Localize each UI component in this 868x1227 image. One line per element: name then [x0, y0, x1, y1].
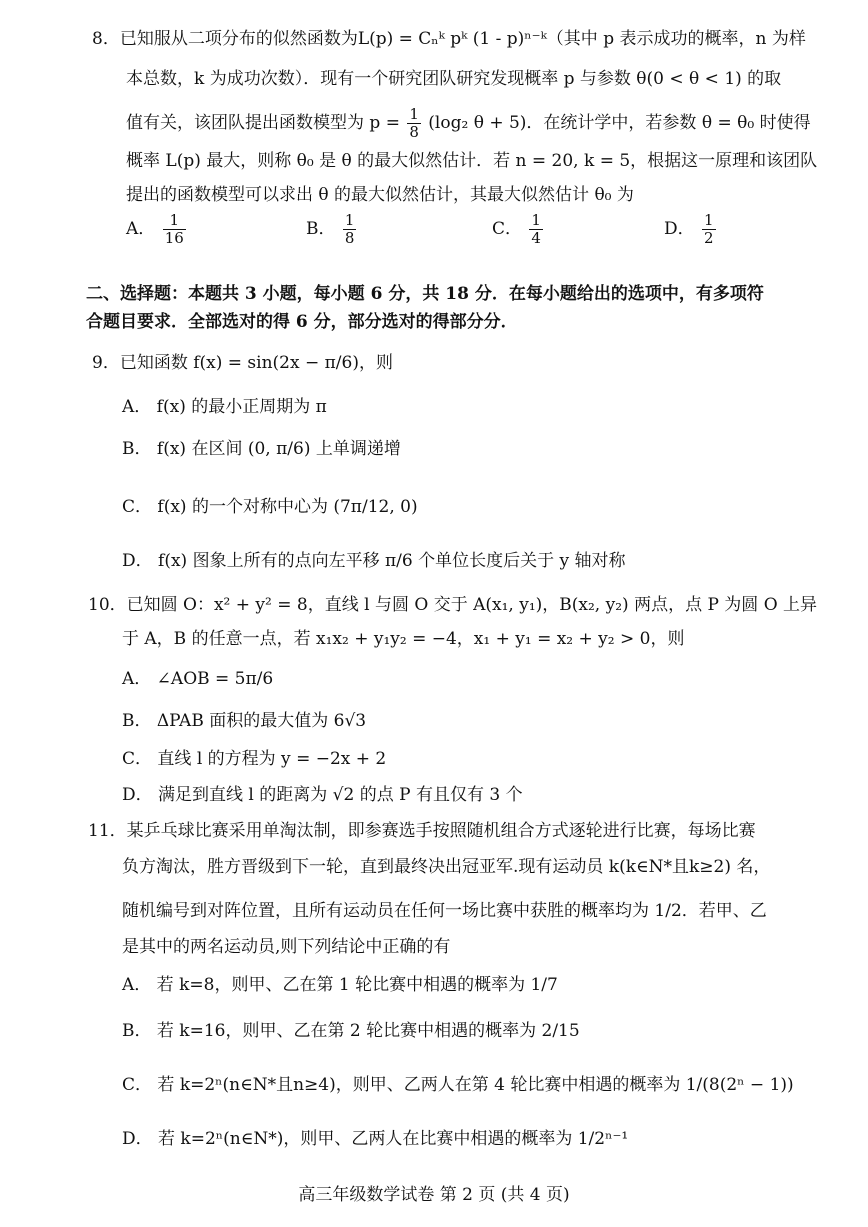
q8-option-a-label: A．	[126, 219, 156, 239]
q9-option-c: C． f(x) 的一个对称中心为 (7π/12, 0)	[122, 497, 418, 517]
q10-line1: 10．已知圆 O：x² + y² = 8，直线 l 与圆 O 交于 A(x₁, y₁)，B(x₂, y₂) 两点，点 P 为圆 O 上异	[88, 595, 818, 615]
section2-line2: 合题目要求．全部选对的得 6 分，部分选对的得部分分．	[86, 312, 518, 332]
q9-option-b: B． f(x) 在区间 (0, π/6) 上单调递增	[122, 439, 401, 459]
q8-option-a-num: 1	[163, 212, 186, 230]
q8-option-b-den: 8	[344, 229, 355, 247]
q9-stem: 9．已知函数 f(x) = sin(2x − π/6)，则	[92, 353, 393, 373]
q8-line2: 本总数，k 为成功次数）．现有一个研究团队研究发现概率 p 与参数 θ(0 < θ < 1) 的取	[126, 69, 782, 89]
q8-fraction	[407, 106, 421, 141]
q8-option-a-den: 16	[164, 229, 184, 247]
section2-line1: 二、选择题：本题共 3 小题，每小题 6 分，共 18 分．在每小题给出的选项中，有多项符	[86, 284, 764, 304]
q8-line4: 概率 L(p) 最大，则称 θ₀ 是 θ 的最大似然估计．若 n = 20, k = 5，根据这一原理和该团队	[126, 151, 818, 171]
q10-line2: 于 A，B 的任意一点，若 x₁x₂ + y₁y₂ = −4，x₁ + y₁ = x₂ + y₂ > 0，则	[122, 629, 685, 649]
q8-option-a-frac	[163, 212, 186, 247]
q11-line2: 负方淘汰，胜方晋级到下一轮，直到最终决出冠亚军.现有运动员 k(k∈N*且k≥2) 名，	[122, 857, 771, 877]
q10-option-d: D． 满足到直线 l 的距离为 √2 的点 P 有且仅有 3 个	[122, 785, 523, 805]
q8-fraction-num: 1	[409, 105, 419, 123]
q11-line3: 随机编号到对阵位置，且所有运动员在任何一场比赛中获胜的概率均为 1/2．若甲、乙	[122, 901, 767, 921]
q8-option-b	[306, 212, 358, 247]
q8-line3-pre: 值有关，该团队提出函数模型为 p =	[126, 113, 400, 133]
q8-option-b-label: B．	[306, 219, 336, 239]
q8-option-c-den: 4	[531, 229, 541, 247]
q8-option-d-label: D．	[664, 219, 695, 239]
q8-option-d-num: 1	[704, 211, 714, 229]
q9-option-d: D． f(x) 图象上所有的点向左平移 π/6 个单位长度后关于 y 轴对称	[122, 551, 626, 571]
q8-option-c-label: C．	[492, 219, 523, 239]
q11-option-a: A． 若 k=8，则甲、乙在第 1 轮比赛中相遇的概率为 1/7	[122, 975, 558, 995]
q8-option-d-den: 2	[704, 229, 714, 247]
q10-option-b: B． ΔPAB 面积的最大值为 6√3	[122, 711, 367, 731]
q8-option-c	[492, 212, 545, 247]
q8-option-b-frac	[343, 212, 357, 247]
q8-option-d-frac	[702, 212, 716, 247]
q10-option-a: A． ∠AOB = 5π/6	[122, 669, 274, 689]
q8-option-c-frac	[529, 212, 543, 247]
q8-fraction-den: 8	[409, 123, 419, 141]
q8-line3-post: (log₂ θ + 5)．在统计学中，若参数 θ = θ₀ 时使得	[428, 113, 811, 133]
q9-option-a: A． f(x) 的最小正周期为 π	[122, 397, 327, 417]
q8-option-c-num: 1	[531, 211, 541, 229]
q11-line4: 是其中的两名运动员,则下列结论中正确的有	[122, 937, 451, 957]
q11-option-c: C． 若 k=2ⁿ(n∈N*且n≥4)，则甲、乙两人在第 4 轮比赛中相遇的概率为 1/(8(2ⁿ − 1))	[122, 1075, 794, 1095]
page-footer: 高三年级数学试卷 第 2 页 (共 4 页)	[298, 1185, 570, 1205]
q8-option-a	[126, 212, 188, 247]
q8-line3	[126, 106, 811, 141]
q8-line5: 提出的函数模型可以求出 θ 的最大似然估计，其最大似然估计 θ₀ 为	[126, 185, 634, 205]
q10-option-c: C． 直线 l 的方程为 y = −2x + 2	[122, 749, 387, 769]
q8-line1: 8．已知服从二项分布的似然函数为L(p) = Cₙᵏ pᵏ (1 - p)ⁿ⁻ᵏ（其中 p 表示成功的概率，n 为样	[92, 29, 806, 49]
q11-option-d: D． 若 k=2ⁿ(n∈N*)，则甲、乙两人在比赛中相遇的概率为 1/2ⁿ⁻¹	[122, 1129, 629, 1149]
q8-option-b-num: 1	[344, 211, 355, 229]
q11-line1: 11．某乒乓球比赛采用单淘汰制，即参赛选手按照随机组合方式逐轮进行比赛，每场比赛	[88, 821, 756, 841]
q11-option-b: B． 若 k=16，则甲、乙在第 2 轮比赛中相遇的概率为 2/15	[122, 1021, 580, 1041]
q8-option-d	[664, 212, 718, 247]
